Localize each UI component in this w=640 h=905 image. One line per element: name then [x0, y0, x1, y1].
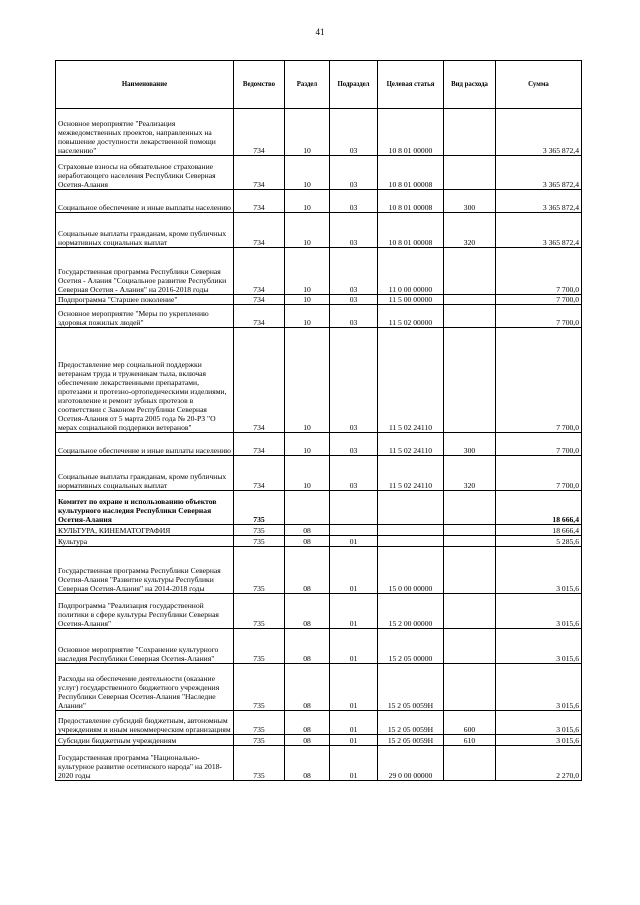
cell-department: 734 [234, 433, 285, 456]
cell-expense-type [444, 547, 496, 594]
cell-sum: 3 015,6 [496, 711, 582, 735]
cell-target-article: 15 2 05 0059Н [378, 711, 444, 735]
column-header-target-article: Целевая статья [378, 61, 444, 109]
cell-section: 08 [285, 746, 330, 781]
cell-subsection: 01 [330, 594, 378, 629]
cell-target-article [378, 536, 444, 547]
cell-section [285, 491, 330, 525]
cell-subsection: 01 [330, 547, 378, 594]
cell-name: Основное мероприятие "Реализация межведомственных проектов, направленных на повышение доступности лекарственной помощи населению" [56, 109, 234, 156]
cell-name: Комитет по охране и использованию объектов культурного наследия Республики Северная Осетия-Алания [56, 491, 234, 525]
cell-sum: 18 666,4 [496, 491, 582, 525]
cell-sum: 3 015,6 [496, 594, 582, 629]
cell-department: 735 [234, 735, 285, 746]
cell-sum: 7 700,0 [496, 328, 582, 433]
cell-name: Расходы на обеспечение деятельности (оказание услуг) государственного бюджетного учреждения Республики Северная Осетия-Алания "Наследие Алании" [56, 664, 234, 711]
cell-section: 08 [285, 536, 330, 547]
cell-department: 735 [234, 536, 285, 547]
table-row [56, 735, 582, 746]
table-row [56, 664, 582, 711]
cell-section: 08 [285, 547, 330, 594]
cell-target-article: 11 5 02 24110 [378, 456, 444, 491]
column-header-section: Раздел [285, 61, 330, 109]
cell-department: 735 [234, 629, 285, 664]
cell-section: 08 [285, 664, 330, 711]
cell-subsection: 03 [330, 456, 378, 491]
cell-expense-type: 300 [444, 433, 496, 456]
cell-subsection: 03 [330, 295, 378, 305]
cell-target-article: 15 2 00 00000 [378, 594, 444, 629]
cell-expense-type: 320 [444, 456, 496, 491]
cell-sum: 3 015,6 [496, 547, 582, 594]
cell-sum: 7 700,0 [496, 433, 582, 456]
table-row [56, 711, 582, 735]
cell-subsection: 01 [330, 735, 378, 746]
cell-sum: 3 365 872,4 [496, 156, 582, 190]
cell-expense-type [444, 629, 496, 664]
table-row [56, 109, 582, 156]
cell-section: 10 [285, 248, 330, 295]
cell-target-article: 15 2 05 0059Н [378, 735, 444, 746]
cell-expense-type: 600 [444, 711, 496, 735]
cell-expense-type [444, 295, 496, 305]
cell-expense-type: 320 [444, 213, 496, 248]
cell-subsection: 03 [330, 156, 378, 190]
cell-subsection: 01 [330, 711, 378, 735]
table-row [56, 594, 582, 629]
table-row [56, 491, 582, 525]
cell-department: 735 [234, 664, 285, 711]
table-row [56, 456, 582, 491]
cell-sum: 3 365 872,4 [496, 109, 582, 156]
cell-section: 10 [285, 305, 330, 328]
cell-sum: 7 700,0 [496, 248, 582, 295]
cell-expense-type [444, 594, 496, 629]
cell-department: 734 [234, 248, 285, 295]
table-row [56, 248, 582, 295]
cell-section: 10 [285, 295, 330, 305]
cell-name: Государственная программа "Национально-культурное развитие осетинского народа" на 2018-2020 годы [56, 746, 234, 781]
cell-subsection [330, 525, 378, 536]
cell-expense-type [444, 248, 496, 295]
cell-department: 734 [234, 295, 285, 305]
cell-section: 10 [285, 213, 330, 248]
table-row [56, 213, 582, 248]
cell-name: Социальное обеспечение и иные выплаты населению [56, 190, 234, 213]
cell-expense-type [444, 305, 496, 328]
cell-target-article: 11 5 02 00000 [378, 305, 444, 328]
cell-subsection: 03 [330, 190, 378, 213]
table-row [56, 328, 582, 433]
cell-name: Основное мероприятие "Сохранение культурного наследия Республики Северная Осетия-Алания" [56, 629, 234, 664]
cell-name: Подпрограмма "Старшее поколение" [56, 295, 234, 305]
cell-target-article: 29 0 00 00000 [378, 746, 444, 781]
page-number: 41 [315, 27, 325, 37]
cell-target-article: 15 0 00 00000 [378, 547, 444, 594]
cell-sum: 3 365 872,4 [496, 190, 582, 213]
cell-expense-type [444, 156, 496, 190]
cell-target-article: 11 5 00 00000 [378, 295, 444, 305]
cell-section: 08 [285, 594, 330, 629]
cell-name: Социальные выплаты гражданам, кроме публичных нормативных социальных выплат [56, 456, 234, 491]
cell-expense-type [444, 525, 496, 536]
cell-sum: 7 700,0 [496, 456, 582, 491]
table-row [56, 746, 582, 781]
cell-name: Страховые взносы на обязательное страхование неработающего населения Республики Северная Осетия-Алания [56, 156, 234, 190]
cell-subsection [330, 491, 378, 525]
cell-section: 10 [285, 109, 330, 156]
cell-section: 10 [285, 328, 330, 433]
cell-subsection: 03 [330, 328, 378, 433]
cell-expense-type: 300 [444, 190, 496, 213]
cell-department: 735 [234, 746, 285, 781]
cell-department: 734 [234, 213, 285, 248]
cell-target-article [378, 525, 444, 536]
cell-expense-type: 610 [444, 735, 496, 746]
cell-department: 734 [234, 109, 285, 156]
table-row [56, 305, 582, 328]
column-header-subsection: Подраздел [330, 61, 378, 109]
budget-table [55, 60, 582, 781]
cell-name: КУЛЬТУРА, КИНЕМАТОГРАФИЯ [56, 525, 234, 536]
cell-section: 10 [285, 456, 330, 491]
cell-name: Предоставление мер социальной поддержки ветеранам труда и труженикам тыла, включая обеспечение лекарственными препаратами, протезами и протезно-ортопедическими изделиями, изготовление и ремонт зубных протезов в соответствии с Законом Республики Северная Осетия-Алания от 5 марта 2005 года № 20-РЗ "О мерах социальной поддержки ветеранов" [56, 328, 234, 433]
cell-name: Социальные выплаты гражданам, кроме публичных нормативных социальных выплат [56, 213, 234, 248]
cell-target-article: 10 8 01 00008 [378, 156, 444, 190]
column-header-department: Ведомство [234, 61, 285, 109]
cell-target-article [378, 491, 444, 525]
table-row [56, 190, 582, 213]
table-row [56, 525, 582, 536]
cell-sum: 3 015,6 [496, 664, 582, 711]
cell-department: 735 [234, 525, 285, 536]
cell-subsection: 03 [330, 433, 378, 456]
cell-expense-type [444, 746, 496, 781]
cell-expense-type [444, 328, 496, 433]
cell-name: Культура [56, 536, 234, 547]
cell-target-article: 15 2 05 0059Н [378, 664, 444, 711]
cell-department: 735 [234, 594, 285, 629]
table-row [56, 547, 582, 594]
cell-subsection: 03 [330, 248, 378, 295]
cell-section: 08 [285, 735, 330, 746]
cell-sum: 18 666,4 [496, 525, 582, 536]
cell-department: 734 [234, 156, 285, 190]
cell-name: Социальное обеспечение и иные выплаты населению [56, 433, 234, 456]
cell-expense-type [444, 664, 496, 711]
cell-sum: 7 700,0 [496, 305, 582, 328]
cell-subsection: 03 [330, 305, 378, 328]
cell-sum: 3 015,6 [496, 629, 582, 664]
cell-target-article: 10 8 01 00000 [378, 109, 444, 156]
table-row [56, 295, 582, 305]
cell-subsection: 01 [330, 664, 378, 711]
cell-name: Основное мероприятие "Меры по укреплению здоровья пожилых людей" [56, 305, 234, 328]
cell-name: Предоставление субсидий бюджетным, автономным учреждениям и иным некоммерческим организациям [56, 711, 234, 735]
cell-sum: 3 015,6 [496, 735, 582, 746]
table-body [56, 109, 582, 781]
table-header-row [56, 61, 582, 109]
cell-sum: 2 270,0 [496, 746, 582, 781]
cell-expense-type [444, 536, 496, 547]
cell-target-article: 11 5 02 24110 [378, 328, 444, 433]
table-row [56, 536, 582, 547]
cell-target-article: 10 8 01 00008 [378, 190, 444, 213]
cell-name: Субсидии бюджетным учреждениям [56, 735, 234, 746]
cell-target-article: 11 0 00 00000 [378, 248, 444, 295]
cell-target-article: 11 5 02 24110 [378, 433, 444, 456]
column-header-expense-type: Вид расхода [444, 61, 496, 109]
cell-section: 08 [285, 525, 330, 536]
cell-sum: 3 365 872,4 [496, 213, 582, 248]
table-row [56, 629, 582, 664]
cell-section: 10 [285, 156, 330, 190]
cell-department: 735 [234, 491, 285, 525]
cell-expense-type [444, 491, 496, 525]
cell-section: 08 [285, 711, 330, 735]
cell-name: Государственная программа Республики Северная Осетия - Алания "Социальное развитие Республики Северная Осетия - Алания" на 2016-2018 годы [56, 248, 234, 295]
cell-name: Государственная программа Республики Северная Осетия-Алания "Развитие культуры Республики Северная Осетия-Алания" на 2014-2018 годы [56, 547, 234, 594]
cell-sum: 5 285,6 [496, 536, 582, 547]
cell-section: 10 [285, 433, 330, 456]
table-row [56, 433, 582, 456]
cell-section: 08 [285, 629, 330, 664]
column-header-name: Наименование [56, 61, 234, 109]
cell-name: Подпрограмма "Реализация государственной политики в сфере культуры Республики Северная Осетия-Алания" [56, 594, 234, 629]
cell-target-article: 10 8 01 00008 [378, 213, 444, 248]
cell-expense-type [444, 109, 496, 156]
cell-section: 10 [285, 190, 330, 213]
cell-department: 734 [234, 305, 285, 328]
cell-sum: 7 700,0 [496, 295, 582, 305]
cell-target-article: 15 2 05 00000 [378, 629, 444, 664]
cell-subsection: 03 [330, 109, 378, 156]
cell-subsection: 01 [330, 536, 378, 547]
column-header-sum: Сумма [496, 61, 582, 109]
cell-subsection: 01 [330, 746, 378, 781]
cell-department: 734 [234, 190, 285, 213]
cell-subsection: 03 [330, 213, 378, 248]
cell-department: 734 [234, 456, 285, 491]
cell-department: 735 [234, 547, 285, 594]
cell-department: 735 [234, 711, 285, 735]
cell-subsection: 01 [330, 629, 378, 664]
table-row [56, 156, 582, 190]
cell-department: 734 [234, 328, 285, 433]
